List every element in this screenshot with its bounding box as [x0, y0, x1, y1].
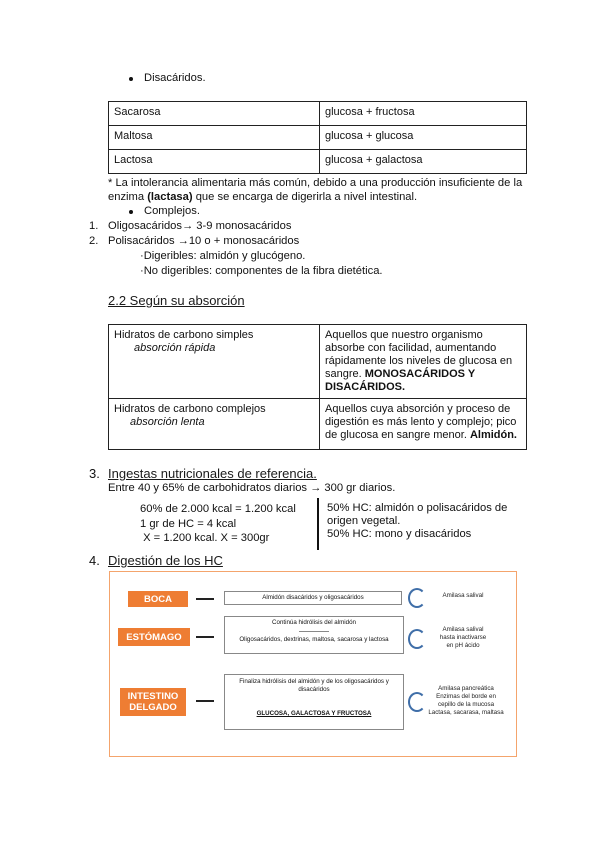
- intestino-label: INTESTINO: [127, 691, 179, 702]
- intestino-box: [120, 688, 186, 716]
- list-item: Polisacáridos →10 o + monosacáridos: [108, 235, 300, 247]
- calc-right-line: origen vegetal.: [327, 515, 401, 527]
- cell-subtitle: absorción lenta: [130, 416, 205, 428]
- table-cell: glucosa + glucosa: [320, 126, 527, 150]
- table-cell: glucosa + fructosa: [320, 102, 527, 126]
- cell-title: Hidratos de carbono simples: [114, 329, 254, 341]
- content-text: Continúa hidrólisis del almidón: [272, 619, 356, 626]
- table-cell: [320, 325, 527, 399]
- table-row: [109, 150, 527, 174]
- connector: [196, 598, 214, 600]
- boca-content: [224, 591, 402, 605]
- enzyme-arc-icon: [408, 629, 426, 649]
- section-num: 4.: [89, 553, 100, 568]
- table-row: [109, 399, 527, 450]
- calc-line: X = 1.200 kcal. X = 300gr: [140, 532, 270, 544]
- table-row: [109, 102, 527, 126]
- content-text: Almidón disacáridos y oligosacáridos: [262, 594, 364, 601]
- enzyme-arc-icon: [408, 692, 426, 712]
- calc-right-block: [327, 502, 507, 541]
- section-heading: Ingestas nutricionales de referencia.: [108, 466, 317, 481]
- digestion-diagram: [109, 571, 517, 757]
- connector: [196, 700, 214, 702]
- bullet-dot: [129, 77, 133, 81]
- calc-right-line: 50% HC: almidón o polisacáridos de: [327, 502, 508, 514]
- note-bold: (lactasa): [147, 191, 193, 203]
- disaccharides-table: [108, 101, 527, 174]
- cell-text: Aquellos cuya absorción y proceso de digestión es más lento y complejo; pico de glucosa en sangre menor.: [325, 403, 517, 441]
- table-cell: [109, 399, 320, 450]
- estomago-box: [118, 628, 190, 646]
- table-cell: [109, 325, 320, 399]
- sub-item: ·No digeribles: componentes de la fibra dietética.: [140, 265, 383, 277]
- table-cell: Maltosa: [109, 126, 320, 150]
- content-text: Oligosacáridos, dextrinas, maltosa, sacarosa y lactosa: [239, 636, 389, 643]
- absorption-table: [108, 324, 527, 450]
- note-line-1: * La intolerancia alimentaria más común, debido a una producción insuficiente de la: [108, 177, 523, 189]
- calc-line: 1 gr de HC = 4 kcal: [140, 517, 237, 530]
- intestino-enzyme: Amilasa pancreática Enzimas del borde en cepillo de la mucosa Lactasa, sacarasa, maltasa: [428, 685, 504, 716]
- intestino-content: [224, 674, 404, 730]
- note-line-2: [108, 190, 528, 204]
- content-text: disacáridos: [298, 686, 330, 693]
- intestino-label: DELGADO: [129, 702, 177, 713]
- calc-line: 60% de 2.000 kcal = 1.200 kcal: [140, 503, 296, 515]
- section-heading: 2.2 Según su absorción: [108, 293, 245, 308]
- cell-title: Hidratos de carbono complejos: [114, 403, 266, 415]
- complex-bullet: Complejos.: [144, 205, 200, 217]
- enzyme-arc-icon: [408, 588, 426, 608]
- cell-bold: MONOSACÁRIDOS Y DISACÁRIDOS.: [325, 368, 475, 393]
- sub-item: ·Digeribles: almidón y glucógeno.: [140, 250, 306, 262]
- estomago-enzyme: Amilasa salival hasta inactivarse en pH ácido: [439, 626, 487, 649]
- list-item: Oligosacáridos→ 3-9 monosacáridos: [108, 220, 292, 232]
- cell-text: Aquellos que nuestro organismo absorbe con facilidad, aumentando rápidamente los niveles de glucosa en sangre.: [325, 329, 513, 380]
- section-intro: Entre 40 y 65% de carbohidratos diarios → 300 gr diarios.: [108, 482, 396, 494]
- lactose-note: [108, 176, 528, 204]
- list-num: 1.: [89, 220, 99, 232]
- section-num: 3.: [89, 466, 100, 481]
- table-row: [109, 325, 527, 399]
- calc-block: [140, 502, 296, 546]
- estomago-content: [224, 616, 404, 654]
- cell-subtitle: absorción rápida: [134, 342, 216, 354]
- connector: [196, 636, 214, 638]
- bullet-dot: [129, 210, 133, 214]
- note-text: enzima: [108, 191, 148, 203]
- estomago-label: ESTÓMAGO: [126, 631, 182, 643]
- section-heading: Digestión de los HC: [108, 553, 223, 568]
- disaccharides-bullet: Disacáridos.: [144, 72, 206, 84]
- table-row: [109, 126, 527, 150]
- table-cell: [320, 399, 527, 450]
- divider: [317, 498, 319, 550]
- table-cell: Lactosa: [109, 150, 320, 174]
- note-text: que se encarga de digerirla a nivel intestinal.: [192, 191, 418, 203]
- calc-right-line: 50% HC: mono y disacáridos: [327, 528, 472, 540]
- boca-box: [128, 591, 188, 607]
- content-text: GLUCOSA, GALACTOSA Y FRUCTOSA: [256, 710, 372, 717]
- table-cell: glucosa + galactosa: [320, 150, 527, 174]
- list-num: 2.: [89, 235, 99, 247]
- table-cell: Sacarosa: [109, 102, 320, 126]
- boca-label: BOCA: [144, 593, 172, 605]
- cell-bold: Almidón.: [469, 429, 517, 441]
- boca-enzyme: Amilasa salival: [442, 592, 484, 599]
- content-text: Finaliza hidrólisis del almidón y de los oligosacáridos y: [239, 678, 389, 685]
